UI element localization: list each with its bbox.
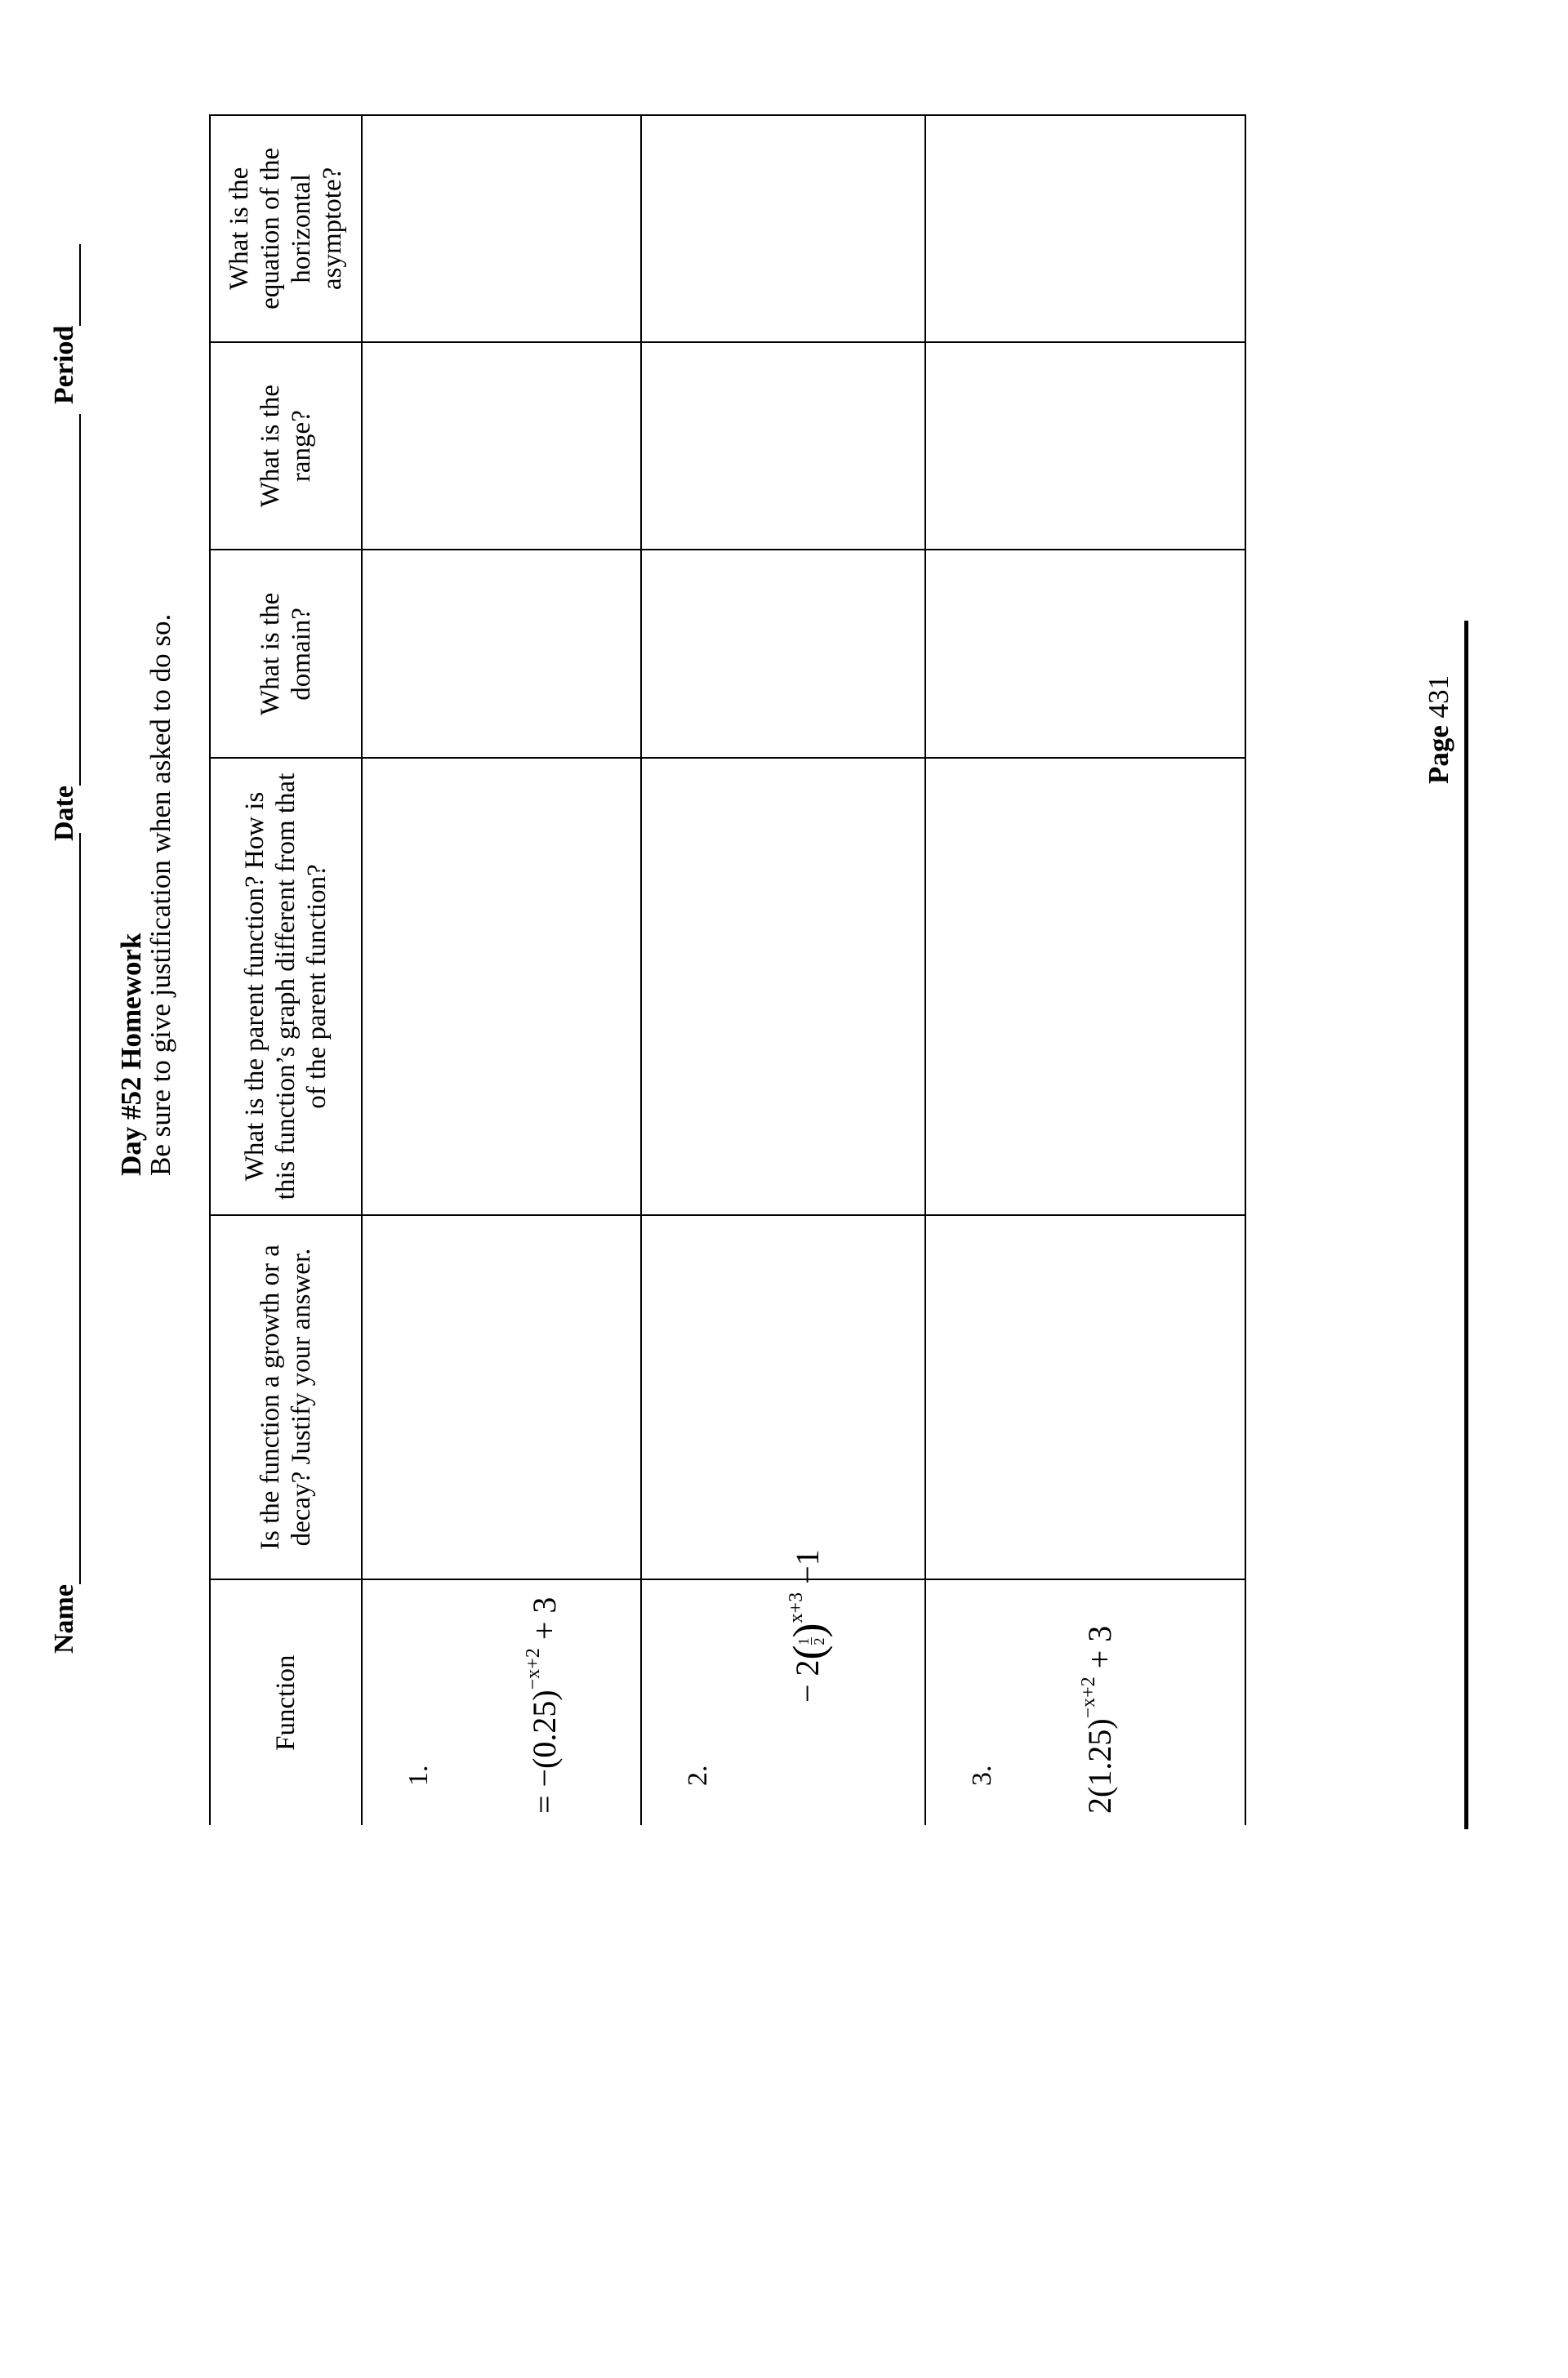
- name-label: Name: [49, 1584, 79, 1654]
- page-number: Page 431: [1423, 675, 1454, 784]
- header-function: Function: [270, 1654, 301, 1751]
- page-footer: [1419, 621, 1468, 1829]
- function-cell-3: [924, 1580, 1245, 1825]
- name-blank[interactable]: [51, 833, 81, 1584]
- function-column: [211, 1549, 1245, 1825]
- date-label: Date: [49, 786, 79, 841]
- answer-cell[interactable]: [640, 343, 924, 550]
- answer-cell[interactable]: [924, 116, 1245, 341]
- answer-cell[interactable]: [924, 1216, 1245, 1579]
- period-blank[interactable]: [51, 244, 81, 326]
- answer-cell[interactable]: [361, 116, 641, 341]
- date-blank[interactable]: [51, 414, 81, 786]
- header-growth-decay: Is the function a growth or a decay? Justify your answer.: [255, 1245, 316, 1550]
- asymptote-column: [211, 116, 1245, 343]
- answer-cell[interactable]: [640, 550, 924, 757]
- header-domain: What is the domain?: [255, 592, 316, 716]
- answer-cell[interactable]: [640, 116, 924, 341]
- function-expression: − 2( 1 2 )$^{x+3}$ −1: [784, 1549, 834, 1703]
- name-field: [48, 833, 81, 1654]
- parent-function-column: [211, 759, 1245, 1215]
- homework-table: [209, 114, 1246, 1825]
- range-column: [211, 343, 1245, 551]
- function-expression: $2(1.25)^{-x+2} + 3$: [1077, 1625, 1118, 1814]
- growth-decay-column: [211, 1216, 1245, 1581]
- period-label: Period: [49, 325, 79, 404]
- problem-number: 1.: [403, 1765, 434, 1786]
- period-field: [48, 244, 81, 404]
- answer-cell[interactable]: [361, 1216, 641, 1579]
- header-asymptote: What is the equation of the horizontal asymptote?: [224, 147, 347, 309]
- answer-cell[interactable]: [640, 759, 924, 1213]
- footer-rule: [1464, 621, 1468, 1829]
- function-expression: = $-(0.25)^{-x+2} + 3$: [522, 1596, 563, 1814]
- problem-number: 2.: [683, 1765, 714, 1786]
- answer-cell[interactable]: [924, 759, 1245, 1213]
- answer-cell[interactable]: [924, 343, 1245, 550]
- answer-cell[interactable]: [640, 1216, 924, 1579]
- answer-cell[interactable]: [361, 759, 641, 1213]
- fraction: 1 2: [795, 1637, 827, 1645]
- page-header: [45, 0, 176, 1686]
- function-cell-1: [361, 1580, 641, 1825]
- domain-column: [211, 550, 1245, 759]
- answer-cell[interactable]: [924, 550, 1245, 757]
- page-title: Day #52 Homework: [115, 933, 147, 1176]
- date-field: [48, 414, 81, 841]
- problem-number: 3.: [966, 1765, 997, 1786]
- header-parent-function: What is the parent function? How is this function’s graph different from that of the parent function?: [239, 773, 332, 1200]
- instructions: Be sure to give justification when asked to do so.: [145, 613, 176, 1176]
- answer-cell[interactable]: [361, 343, 641, 550]
- header-range: What is the range?: [255, 384, 316, 508]
- answer-cell[interactable]: [361, 550, 641, 757]
- function-cell-2: [640, 1549, 924, 1825]
